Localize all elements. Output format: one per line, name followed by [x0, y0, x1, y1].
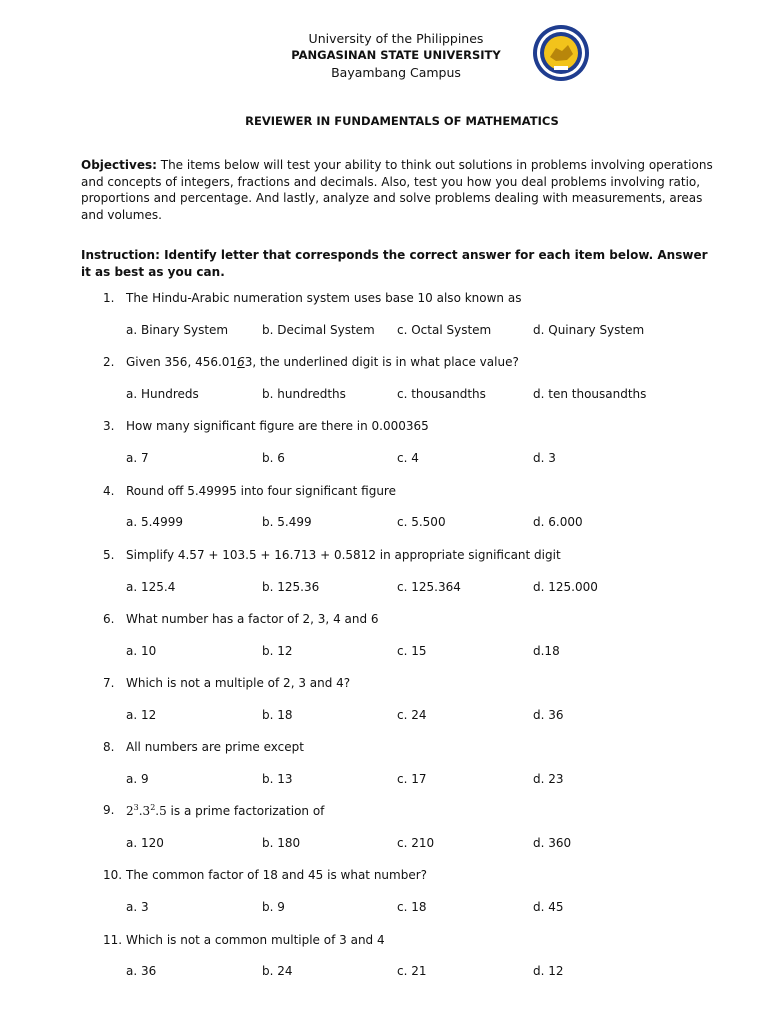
option-d[interactable]: d. 6.000	[533, 515, 583, 529]
option-d[interactable]: d. 360	[533, 836, 572, 850]
document-header	[0, 30, 768, 81]
option-b[interactable]: b. 6	[262, 451, 285, 465]
question-text: Which is not a common multiple of 3 and 4	[126, 933, 385, 947]
question-text: Given 356, 456.0163, the underlined digit is in what place value?	[126, 355, 519, 369]
option-a[interactable]: a. 36	[126, 964, 157, 978]
option-a[interactable]: a. 10	[126, 644, 157, 658]
question-10: 10. The common factor of 18 and 45 is what number?	[103, 868, 428, 882]
option-c[interactable]: c. 210	[397, 836, 435, 850]
option-b[interactable]: b. 12	[262, 644, 293, 658]
option-a[interactable]: a. 12	[126, 708, 157, 722]
objectives-paragraph	[81, 157, 721, 223]
question-text: Simplify 4.57 + 103.5 + 16.713 + 0.5812 in appropriate significant digit	[126, 548, 561, 562]
question-text: All numbers are prime except	[126, 740, 304, 754]
option-b[interactable]: b. 9	[262, 900, 285, 914]
document-title: REVIEWER IN FUNDAMENTALS OF MATHEMATICS	[245, 114, 559, 128]
option-b[interactable]: b. Decimal System	[262, 323, 375, 337]
option-d[interactable]: d. 12	[533, 964, 564, 978]
question-4: 4. Round off 5.49995 into four significant figure	[103, 484, 396, 498]
option-a[interactable]: a. 7	[126, 451, 149, 465]
question-text: How many significant figure are there in 0.000365	[126, 419, 429, 433]
option-d[interactable]: d. Quinary System	[533, 323, 645, 337]
option-c[interactable]: c. 24	[397, 708, 427, 722]
option-d[interactable]: d. 23	[533, 772, 564, 786]
option-b[interactable]: b. 125.36	[262, 580, 320, 594]
question-2: 2. Given 356, 456.0163, the underlined digit is in what place value?	[103, 355, 519, 369]
option-c[interactable]: c. 4	[397, 451, 419, 465]
university-seal-icon	[532, 24, 590, 82]
question-8: 8. All numbers are prime except	[103, 740, 304, 754]
option-a[interactable]: a. 5.4999	[126, 515, 183, 529]
objectives-label: Objectives:	[81, 158, 157, 172]
question-text: The Hindu-Arabic numeration system uses base 10 also known as	[126, 291, 522, 305]
question-text: What number has a factor of 2, 3, 4 and 6	[126, 612, 379, 626]
option-b[interactable]: b. 13	[262, 772, 293, 786]
option-b[interactable]: b. hundredths	[262, 387, 346, 401]
option-a[interactable]: a. 120	[126, 836, 164, 850]
option-d[interactable]: d.18	[533, 644, 560, 658]
option-c[interactable]: c. 18	[397, 900, 427, 914]
option-d[interactable]: d. 45	[533, 900, 564, 914]
instruction-paragraph: Instruction: Identify letter that corresponds the correct answer for each item below. Answer it as best as you can.	[81, 248, 708, 279]
question-11: 11. Which is not a common multiple of 3 and 4	[103, 933, 385, 947]
question-3: 3. How many significant figure are there in 0.000365	[103, 419, 429, 433]
question-7: 7. Which is not a multiple of 2, 3 and 4?	[103, 676, 351, 690]
option-c[interactable]: c. Octal System	[397, 323, 492, 337]
option-c[interactable]: c. 15	[397, 644, 427, 658]
option-b[interactable]: b. 24	[262, 964, 293, 978]
option-c[interactable]: c. 5.500	[397, 515, 446, 529]
option-a[interactable]: a. Hundreds	[126, 387, 199, 401]
question-5: 5. Simplify 4.57 + 103.5 + 16.713 + 0.5812 in appropriate significant digit	[103, 548, 561, 562]
underlined-digit: 6	[237, 355, 245, 369]
option-a[interactable]: a. 125.4	[126, 580, 176, 594]
option-b[interactable]: b. 180	[262, 836, 301, 850]
option-c[interactable]: c. 21	[397, 964, 427, 978]
objectives-text: The items below will test your ability to think out solutions in problems involving operations and concepts of integers, fractions and decimals. Also, test you how you deal problems involving ratio, proportions and percentage. And lastly, analyze and solve problems dealing with measurements, areas and volumes.	[81, 158, 713, 222]
option-d[interactable]: d. ten thousandths	[533, 387, 647, 401]
header-school: PANGASINAN STATE UNIVERSITY	[291, 48, 501, 62]
option-b[interactable]: b. 5.499	[262, 515, 312, 529]
header-university: University of the Philippines	[308, 31, 484, 46]
question-text: $2^3.3^2.5$ is a prime factorization of	[126, 803, 325, 818]
question-9: 9. $2^3.3^2.5$ is a prime factorization of	[103, 803, 325, 818]
option-c[interactable]: c. thousandths	[397, 387, 486, 401]
question-text: Which is not a multiple of 2, 3 and 4?	[126, 676, 351, 690]
option-d[interactable]: d. 125.000	[533, 580, 598, 594]
math-expression: $2^3.3^2.5$	[126, 803, 167, 818]
option-d[interactable]: d. 3	[533, 451, 556, 465]
question-1: 1. The Hindu-Arabic numeration system uses base 10 also known as	[103, 291, 522, 305]
option-a[interactable]: a. Binary System	[126, 323, 229, 337]
question-text: Round off 5.49995 into four significant figure	[126, 484, 396, 498]
option-a[interactable]: a. 9	[126, 772, 149, 786]
question-6: 6. What number has a factor of 2, 3, 4 and 6	[103, 612, 379, 626]
option-d[interactable]: d. 36	[533, 708, 564, 722]
question-text: The common factor of 18 and 45 is what number?	[126, 868, 428, 882]
option-b[interactable]: b. 18	[262, 708, 293, 722]
option-a[interactable]: a. 3	[126, 900, 149, 914]
option-c[interactable]: c. 125.364	[397, 580, 461, 594]
header-campus: Bayambang Campus	[331, 65, 461, 80]
option-c[interactable]: c. 17	[397, 772, 427, 786]
